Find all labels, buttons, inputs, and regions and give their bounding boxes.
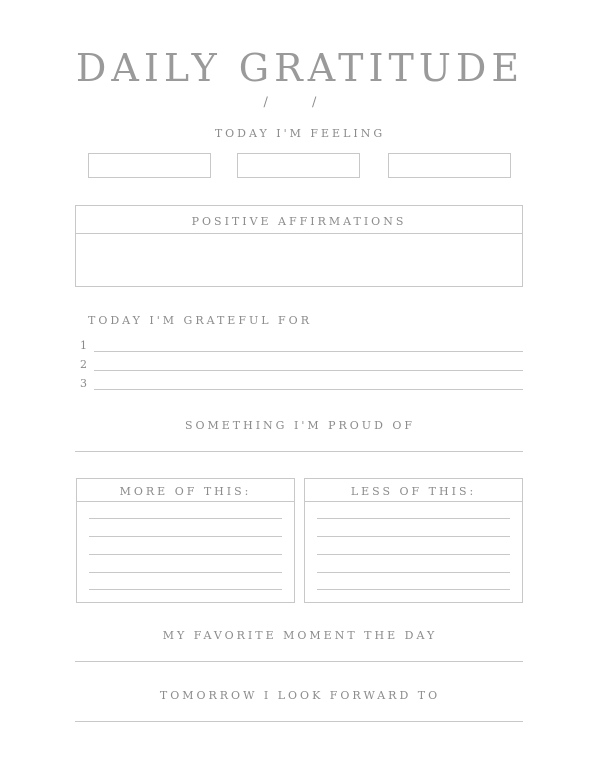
more-line-3[interactable] [89,554,282,555]
feeling-box-3[interactable] [388,153,511,178]
less-line-4[interactable] [317,572,510,573]
proud-line[interactable] [75,451,523,452]
less-line-5[interactable] [317,589,510,590]
feeling-box-1[interactable] [88,153,211,178]
proud-label: SOMETHING I'M PROUD OF [184,419,416,432]
less-line-1[interactable] [317,518,510,519]
favorite-line[interactable] [75,661,523,662]
more-line-4[interactable] [89,572,282,573]
favorite-label: MY FAVORITE MOMENT THE DAY [162,629,438,642]
grateful-line-1[interactable] [94,351,523,352]
tomorrow-line[interactable] [75,721,523,722]
less-label: LESS OF THIS: [350,485,477,498]
grateful-number-1: 1 [80,339,87,352]
more-line-2[interactable] [89,536,282,537]
grateful-line-3[interactable] [94,389,523,390]
date-field[interactable]: / / [263,95,337,110]
less-line-2[interactable] [317,536,510,537]
more-label: MORE OF THIS: [119,485,252,498]
more-line-5[interactable] [89,589,282,590]
affirmations-input[interactable] [76,233,522,286]
less-line-3[interactable] [317,554,510,555]
grateful-number-3: 3 [80,377,87,390]
page-title: DAILY GRATITUDE [75,46,525,90]
grateful-line-2[interactable] [94,370,523,371]
less-panel [304,478,523,603]
more-panel [76,478,295,603]
tomorrow-label: TOMORROW I LOOK FORWARD TO [159,689,441,702]
feeling-label: TODAY I'M FEELING [214,127,386,140]
feeling-box-2[interactable] [237,153,360,178]
more-line-1[interactable] [89,518,282,519]
affirmations-label: POSITIVE AFFIRMATIONS [191,215,407,228]
grateful-label: TODAY I'M GRATEFUL FOR [88,314,312,327]
grateful-number-2: 2 [80,358,87,371]
